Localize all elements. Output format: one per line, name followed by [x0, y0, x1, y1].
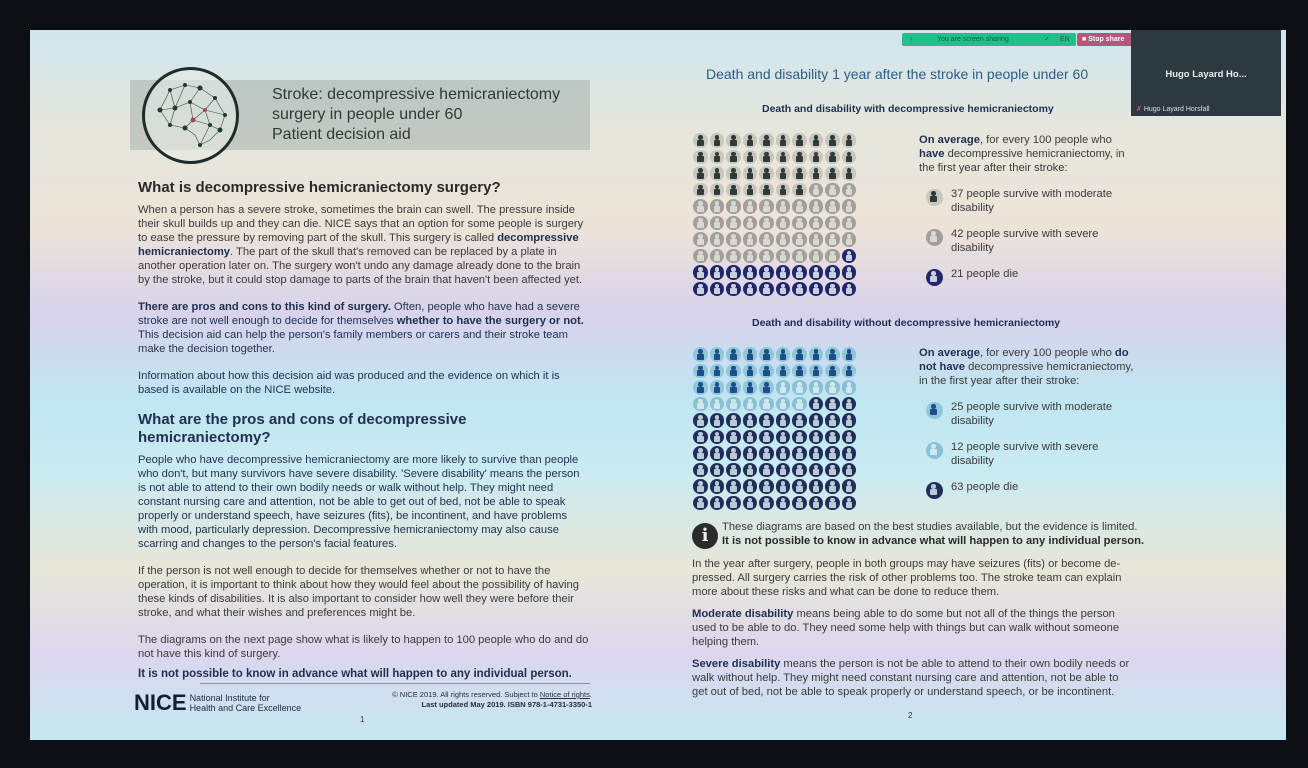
person-icon — [743, 479, 758, 494]
footer-rule — [200, 683, 590, 684]
person-icon — [809, 183, 824, 198]
person-icon — [926, 402, 943, 419]
person-icon — [693, 430, 708, 445]
page-number-2: 2 — [908, 711, 913, 720]
person-icon — [743, 150, 758, 165]
person-icon — [825, 364, 840, 379]
person-icon — [809, 199, 824, 214]
person-icon — [726, 265, 741, 280]
person-icon — [825, 282, 840, 297]
person-icon — [726, 413, 741, 428]
person-icon — [710, 380, 725, 395]
person-icon — [842, 380, 857, 395]
text-segment: In the year after surgery, people in both groups may have seizures (fits) or become de-pressed. All surgery carries the risk of other problems too. The stroke team can explain more about these risks and what can be done to reduce them. — [692, 558, 1122, 598]
person-icon — [792, 216, 807, 231]
person-icon — [842, 133, 857, 148]
person-icon — [776, 347, 791, 362]
section-heading-what-is: What is decompressive hemicraniectomy surgery? — [138, 179, 501, 196]
person-icon — [759, 463, 774, 478]
person-icon — [842, 183, 857, 198]
person-icon — [792, 347, 807, 362]
icon-array-without-surgery — [693, 347, 858, 512]
emphasis-text: On average — [919, 134, 980, 146]
person-icon — [743, 463, 758, 478]
person-icon — [809, 397, 824, 412]
person-icon — [726, 216, 741, 231]
person-icon — [759, 249, 774, 264]
person-icon — [726, 479, 741, 494]
person-icon — [926, 442, 943, 459]
text-segment: This decision aid can help the person's family members or carers and their stroke team make the decision together. — [138, 329, 568, 355]
page-number-1: 1 — [360, 715, 365, 724]
page2-notes — [692, 520, 1167, 699]
person-icon — [726, 380, 741, 395]
muted-mic-icon: ✗ — [1136, 106, 1142, 113]
person-icon — [809, 413, 824, 428]
last-updated: Last updated May 2019. ISBN 978-1-4731-3350-1 — [421, 700, 592, 709]
person-icon — [743, 216, 758, 231]
person-icon — [726, 364, 741, 379]
language[interactable]: EN — [1060, 36, 1070, 43]
person-icon — [792, 380, 807, 395]
person-icon — [825, 496, 840, 511]
person-icon — [693, 380, 708, 395]
person-icon — [743, 166, 758, 181]
person-icon — [693, 496, 708, 511]
legend-label: 37 people survive with moderate disability — [951, 188, 1113, 214]
paragraph-diagrams — [138, 633, 590, 661]
person-icon — [842, 282, 857, 297]
person-icon — [825, 199, 840, 214]
title-line: Stroke: decompressive hemicraniectomy — [272, 86, 561, 103]
text-segment: If the person is not well enough to decide for themselves whether or not to have the operation, it is important to think about how they would feel about the possibility of having these kinds of disabilities. It is also important to consider how well they were before their stroke, and what their wishes and preferences might be. — [138, 565, 579, 619]
legend-item — [926, 440, 1136, 480]
person-icon — [792, 479, 807, 494]
brain-network-icon — [145, 70, 235, 160]
paragraph-deciding — [138, 564, 590, 620]
person-icon — [842, 249, 857, 264]
person-icon — [792, 150, 807, 165]
person-icon — [792, 397, 807, 412]
screen-share-bar — [902, 33, 1076, 46]
text-segment: People who have decompressive hemicraniectomy are more likely to survive than people who don't, but many survivors have severe disability. 'Severe disability' means the person is not able to attend to their own bodily needs or walk without help. They might need constant nursing care and attention, not be able to get out of bed, not be able to speak properly or understand speech, have seizures (fits), be incontinent, and have problems with mood, particularly depression. Decompressive hemicraniectomy may also cause scarring and changes to the person's facial features. — [138, 454, 580, 550]
person-icon — [743, 347, 758, 362]
paragraph-pros-cons — [138, 300, 590, 356]
emphasis-text: Severe disability — [692, 658, 781, 670]
person-icon — [693, 166, 708, 181]
person-icon — [693, 364, 708, 379]
intro-with-surgery — [919, 133, 1134, 175]
person-icon — [776, 216, 791, 231]
person-icon — [693, 413, 708, 428]
person-icon — [726, 463, 741, 478]
person-icon — [776, 282, 791, 297]
paragraph-moderate-disability — [692, 607, 1137, 649]
person-icon — [759, 496, 774, 511]
person-icon — [726, 282, 741, 297]
person-icon — [842, 265, 857, 280]
person-icon — [710, 446, 725, 461]
person-icon — [693, 216, 708, 231]
person-icon — [825, 249, 840, 264]
person-icon — [825, 397, 840, 412]
person-icon — [693, 265, 708, 280]
person-icon — [710, 347, 725, 362]
emphasis-text: On average — [919, 347, 980, 359]
person-icon — [809, 380, 824, 395]
person-icon — [710, 282, 725, 297]
person-icon — [759, 364, 774, 379]
sharing-status: You are screen sharing — [937, 36, 1009, 43]
section-heading-pros-cons: What are the pros and cons of decompressive hemicraniectomy? — [138, 411, 467, 446]
person-icon — [825, 380, 840, 395]
person-icon — [759, 150, 774, 165]
person-icon — [842, 216, 857, 231]
person-icon — [825, 430, 840, 445]
emphasis-text: have — [919, 148, 945, 160]
person-icon — [726, 347, 741, 362]
person-icon — [825, 463, 840, 478]
person-icon — [776, 232, 791, 247]
person-icon — [726, 232, 741, 247]
text-segment: decompressive hemicraniectomy, in the first year after their stroke: — [919, 148, 1125, 174]
person-icon — [693, 446, 708, 461]
person-icon — [776, 133, 791, 148]
person-icon — [776, 413, 791, 428]
emphasis-text: do not have — [919, 347, 1129, 373]
person-icon — [842, 199, 857, 214]
legend-item — [926, 267, 1136, 307]
individual-warning: It is not possible to know in advance what will happen to any individual person. — [138, 668, 572, 680]
person-icon — [842, 364, 857, 379]
person-icon — [726, 199, 741, 214]
paragraph-info — [138, 369, 590, 397]
person-icon — [743, 364, 758, 379]
text-segment: . The part of the skull that's removed can be replaced by a plate in another operation later on. The surgery won't undo any damage already done to the brain by the stroke, but it could stop damage to parts of the brain that haven't been affected yet. — [138, 246, 583, 286]
participant-name-large: Hugo Layard Ho... — [1165, 69, 1247, 80]
person-icon — [809, 282, 824, 297]
person-icon — [842, 347, 857, 362]
person-icon — [726, 397, 741, 412]
page1-body — [138, 179, 600, 681]
person-icon — [809, 232, 824, 247]
summary-with-surgery — [919, 133, 1139, 307]
person-icon — [776, 380, 791, 395]
person-icon — [776, 479, 791, 494]
person-icon — [809, 496, 824, 511]
person-icon — [743, 232, 758, 247]
person-icon — [825, 265, 840, 280]
person-icon — [693, 249, 708, 264]
person-icon — [726, 496, 741, 511]
person-icon — [842, 430, 857, 445]
legend-label: 42 people survive with severe disability — [951, 228, 1099, 254]
group-subtitle-without: Death and disability without decompressive hemicraniectomy — [752, 317, 1061, 329]
person-icon — [759, 183, 774, 198]
person-icon — [776, 249, 791, 264]
person-icon — [710, 265, 725, 280]
person-icon — [809, 133, 824, 148]
person-icon — [710, 479, 725, 494]
person-icon — [926, 229, 943, 246]
info-icon: i — [692, 523, 718, 549]
nice-logo: NICE National Institute for Health and Care Excellence — [134, 690, 302, 715]
person-icon — [926, 269, 943, 286]
person-icon — [726, 430, 741, 445]
paragraph-intro — [138, 203, 590, 287]
legend-without-surgery — [926, 400, 1139, 520]
person-icon — [743, 397, 758, 412]
legend-label: 12 people survive with severe disability — [951, 441, 1099, 467]
person-icon — [726, 183, 741, 198]
person-icon — [710, 413, 725, 428]
person-icon — [792, 413, 807, 428]
person-icon — [693, 479, 708, 494]
person-icon — [759, 265, 774, 280]
person-icon — [743, 249, 758, 264]
person-icon — [776, 150, 791, 165]
text-segment: means the person is not be able to attend to their own bodily needs or walk without help. They might need constant nursing care and attention, not be able to get out of bed, not be able to speak properly or understand speech, or be incontinent. — [692, 658, 1130, 698]
text-segment: means being able to do some but not all of the things the person used to be able to do. They need some help with things but can walk without someone helping them. — [692, 608, 1120, 648]
text-segment: , for every 100 people who — [979, 134, 1112, 146]
person-icon — [726, 166, 741, 181]
person-icon — [825, 166, 840, 181]
title-line: surgery in people under 60 — [272, 106, 463, 123]
notice-of-rights-link[interactable]: Notice of rights — [539, 690, 590, 699]
text-segment: When a person has a severe stroke, sometimes the brain can swell. The pressure inside their skull builds up and they can die. NICE says that an option for some people is surgery to ease the pressure by removing part of the skull. This surgery is called — [138, 204, 584, 244]
person-icon — [776, 446, 791, 461]
legend-label: 63 people die — [951, 481, 1019, 493]
legend-item — [926, 187, 1136, 227]
person-icon — [710, 166, 725, 181]
text-segment: The diagrams on the next page show what is likely to happen to 100 people who do and do not have this kind of surgery. — [138, 634, 589, 660]
person-icon — [759, 166, 774, 181]
person-icon — [710, 364, 725, 379]
person-icon — [743, 380, 758, 395]
person-icon — [792, 496, 807, 511]
person-icon — [825, 216, 840, 231]
person-icon — [759, 413, 774, 428]
person-icon — [710, 430, 725, 445]
person-icon — [759, 232, 774, 247]
text-segment: Often, people who have had a severe stroke are not well enough to decide for themselves — [138, 301, 580, 327]
person-icon — [809, 364, 824, 379]
person-icon — [842, 150, 857, 165]
page2-title: Death and disability 1 year after the stroke in people under 60 — [706, 66, 1089, 82]
person-icon — [743, 265, 758, 280]
person-icon — [693, 183, 708, 198]
person-icon — [825, 413, 840, 428]
person-icon — [809, 463, 824, 478]
person-icon — [693, 397, 708, 412]
person-icon — [809, 216, 824, 231]
person-icon — [710, 463, 725, 478]
participant-name: Hugo Layard Horsfall — [1143, 106, 1210, 113]
emphasis-text: There are pros and cons to this kind of surgery. — [138, 301, 391, 313]
person-icon — [825, 133, 840, 148]
person-icon — [926, 482, 943, 499]
person-icon — [759, 380, 774, 395]
person-icon — [759, 479, 774, 494]
legend-label: 21 people die — [951, 268, 1019, 280]
legend-label: 25 people survive with moderate disability — [951, 401, 1113, 427]
person-icon — [776, 166, 791, 181]
person-icon — [759, 397, 774, 412]
person-icon — [825, 347, 840, 362]
person-icon — [726, 249, 741, 264]
person-icon — [776, 199, 791, 214]
person-icon — [759, 199, 774, 214]
person-icon — [743, 282, 758, 297]
person-icon — [842, 496, 857, 511]
person-icon — [710, 199, 725, 214]
text-segment: Information about how this decision aid was produced and the evidence on which it is based is available on the NICE website. — [138, 370, 560, 396]
person-icon — [710, 216, 725, 231]
person-icon — [809, 479, 824, 494]
document-title — [272, 85, 560, 145]
person-icon — [693, 282, 708, 297]
person-icon — [809, 430, 824, 445]
person-icon — [759, 282, 774, 297]
person-icon — [792, 446, 807, 461]
stop-icon: ■ — [1082, 36, 1087, 43]
person-icon — [792, 232, 807, 247]
person-icon — [759, 133, 774, 148]
person-icon — [710, 397, 725, 412]
person-icon — [759, 430, 774, 445]
person-icon — [726, 133, 741, 148]
person-icon — [693, 150, 708, 165]
person-icon — [710, 150, 725, 165]
person-icon — [842, 446, 857, 461]
person-icon — [776, 265, 791, 280]
person-icon — [842, 232, 857, 247]
legend-with-surgery — [926, 187, 1139, 307]
person-icon — [693, 133, 708, 148]
person-icon — [792, 199, 807, 214]
paragraph-risks — [692, 557, 1137, 599]
person-icon — [776, 183, 791, 198]
person-icon — [726, 150, 741, 165]
person-icon — [809, 166, 824, 181]
person-icon — [743, 413, 758, 428]
person-icon — [776, 463, 791, 478]
title-line: Patient decision aid — [272, 126, 411, 143]
person-icon — [825, 446, 840, 461]
person-icon — [743, 199, 758, 214]
shared-screen — [30, 30, 1286, 740]
person-icon — [743, 496, 758, 511]
person-icon — [759, 216, 774, 231]
person-icon — [842, 413, 857, 428]
person-icon — [776, 364, 791, 379]
icon-array-with-surgery — [693, 133, 858, 298]
person-icon — [842, 397, 857, 412]
person-icon — [825, 150, 840, 165]
person-icon — [809, 249, 824, 264]
person-icon — [792, 265, 807, 280]
emphasis-text: decompressive hemicraniectomy — [138, 232, 579, 258]
person-icon — [743, 133, 758, 148]
person-icon — [726, 446, 741, 461]
person-icon — [759, 347, 774, 362]
person-icon — [825, 479, 840, 494]
person-icon — [693, 232, 708, 247]
person-icon — [693, 463, 708, 478]
person-icon — [842, 166, 857, 181]
share-arrow-icon[interactable]: ‹ — [910, 36, 913, 43]
person-icon — [710, 496, 725, 511]
person-icon — [792, 364, 807, 379]
stop-share-button[interactable]: ■ Stop share — [1077, 33, 1140, 46]
person-icon — [842, 463, 857, 478]
person-icon — [792, 282, 807, 297]
person-icon — [809, 347, 824, 362]
person-icon — [792, 249, 807, 264]
person-icon — [792, 133, 807, 148]
group-subtitle-with: Death and disability with decompressive hemicraniectomy — [762, 103, 1054, 115]
text-segment: decompressive hemicraniectomy, in the first year after their stroke: — [919, 361, 1134, 387]
person-icon — [792, 166, 807, 181]
paragraph-survival — [138, 453, 590, 551]
summary-without-surgery — [919, 346, 1139, 520]
legend-item — [926, 400, 1136, 440]
person-icon — [809, 446, 824, 461]
person-icon — [759, 446, 774, 461]
person-icon — [792, 430, 807, 445]
person-icon — [743, 430, 758, 445]
person-icon — [792, 463, 807, 478]
evidence-note: These diagrams are based on the best studies available, but the evidence is limited. It is not possible to know in advance what will happen to any individual person. — [722, 521, 1145, 547]
person-icon — [926, 189, 943, 206]
person-icon — [710, 232, 725, 247]
copyright-notice: © NICE 2019. All rights reserved. Subject to Notice of rights. Last updated May 2019. ISBN 978-1-4731-3350-1 — [392, 690, 592, 709]
emphasis-text: whether to have the surgery or not. — [396, 315, 584, 327]
shield-icon: ✓ — [1044, 36, 1050, 43]
person-icon — [776, 430, 791, 445]
paragraph-severe-disability — [692, 657, 1137, 699]
person-icon — [842, 479, 857, 494]
person-icon — [693, 199, 708, 214]
person-icon — [809, 150, 824, 165]
person-icon — [776, 397, 791, 412]
brain-network-logo — [142, 67, 239, 164]
person-icon — [825, 232, 840, 247]
legend-item — [926, 227, 1136, 267]
intro-without-surgery — [919, 346, 1134, 388]
person-icon — [710, 133, 725, 148]
person-icon — [693, 347, 708, 362]
person-icon — [743, 446, 758, 461]
emphasis-text: Moderate disability — [692, 608, 794, 620]
text-segment: , for every 100 people who — [979, 347, 1115, 359]
person-icon — [710, 183, 725, 198]
legend-item — [926, 480, 1136, 520]
person-icon — [776, 496, 791, 511]
participant-video-tile[interactable] — [1131, 30, 1281, 116]
person-icon — [743, 183, 758, 198]
person-icon — [825, 183, 840, 198]
person-icon — [792, 183, 807, 198]
person-icon — [809, 265, 824, 280]
person-icon — [710, 249, 725, 264]
